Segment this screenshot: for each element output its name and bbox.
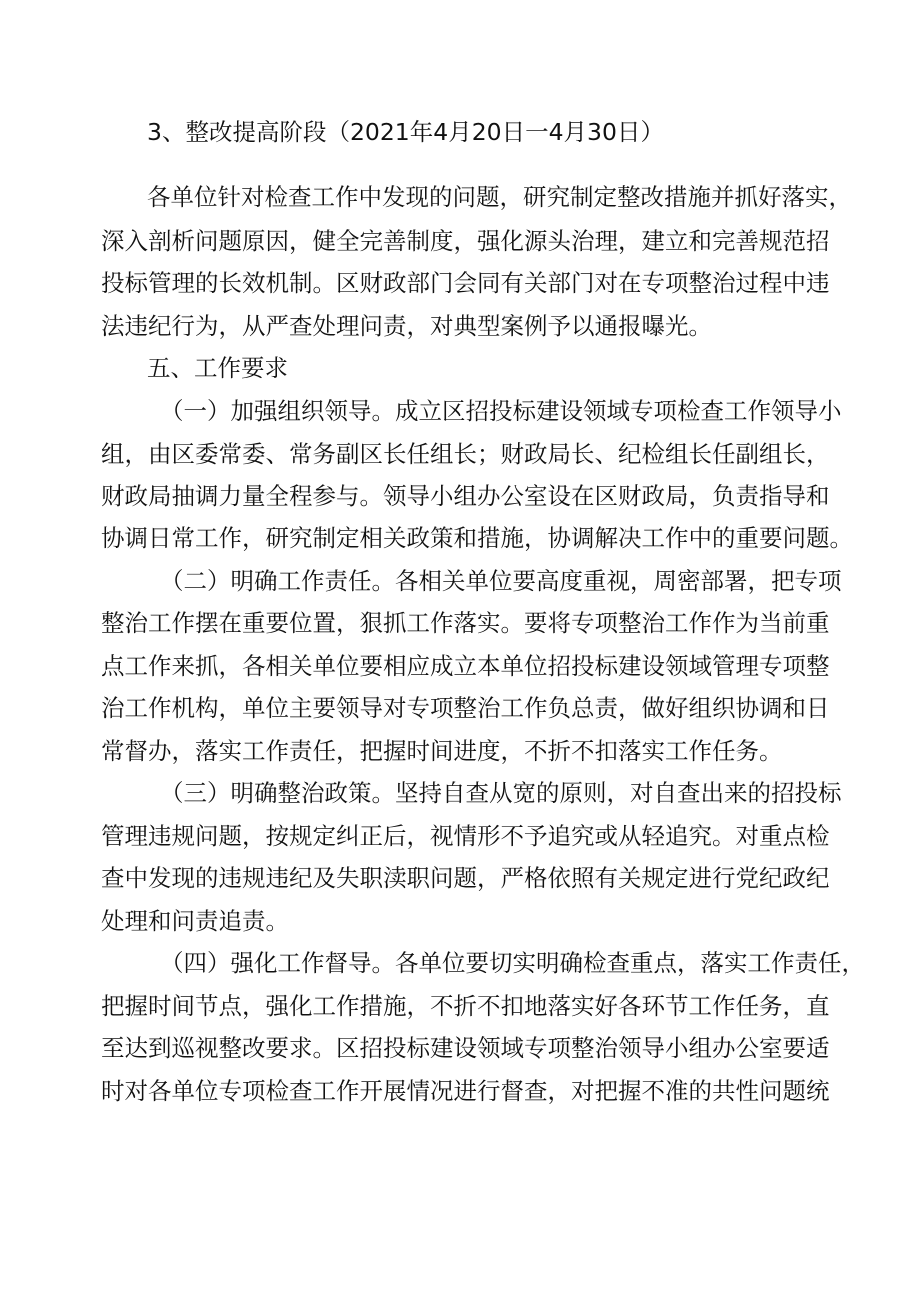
- item2-line: （二）明确工作责任。各相关单位要高度重视，周密部署，把专项: [160, 567, 842, 595]
- item2-line: 治工作机构，单位主要领导对专项整治工作负总责，做好组织协调和日: [101, 694, 830, 722]
- item2-line: 整治工作摆在重要位置，狠抓工作落实。要将专项整治工作作为当前重: [101, 609, 830, 637]
- item4-line: 把握时间节点，强化工作措施，不折不扣地落实好各环节工作任务，直: [101, 992, 830, 1020]
- stage3-paragraph-line: 各单位针对检查工作中发现的问题，研究制定整改措施并抓好落实，: [147, 183, 852, 211]
- item2-line: 常督办，落实工作责任，把握时间进度，不折不扣落实工作任务。: [101, 737, 783, 765]
- item3-line: （三）明确整治政策。坚持自查从宽的原则，对自查出来的招投标: [160, 779, 842, 807]
- item4-line: （四）强化工作督导。各单位要切实明确检查重点，落实工作责任，: [160, 949, 865, 977]
- item3-line: 处理和问责追责。: [101, 907, 289, 935]
- stage3-paragraph-line: 投标管理的长效机制。区财政部门会同有关部门对在专项整治过程中违: [101, 269, 830, 297]
- stage3-paragraph-line: 法违纪行为，从严查处理问责，对典型案例予以通报曝光。: [101, 312, 712, 340]
- item4-line: 时对各单位专项检查工作开展情况进行督查，对把握不准的共性问题统: [101, 1077, 830, 1105]
- item3-line: 查中发现的违规违纪及失职渎职问题，严格依照有关规定进行党纪政纪: [101, 864, 830, 892]
- stage3-heading: 3、整改提高阶段（2021年4月20日一4月30日）: [147, 118, 664, 146]
- item1-line: （一）加强组织领导。成立区招投标建设领域专项检查工作领导小: [160, 397, 842, 425]
- section5-title: 五、工作要求: [147, 354, 288, 382]
- item3-line: 管理违规问题，按规定纠正后，视情形不予追究或从轻追究。对重点检: [101, 822, 830, 850]
- item1-line: 协调日常工作，研究制定相关政策和措施，协调解决工作中的重要问题。: [101, 524, 853, 552]
- item1-line: 财政局抽调力量全程参与。领导小组办公室设在区财政局，负责指导和: [101, 482, 830, 510]
- stage3-paragraph-line: 深入剖析问题原因，健全完善制度，强化源头治理，建立和完善规范招: [101, 227, 830, 255]
- item2-line: 点工作来抓，各相关单位要相应成立本单位招投标建设领域管理专项整: [101, 652, 830, 680]
- item1-line: 组，由区委常委、常务副区长任组长；财政局长、纪检组长任副组长，: [101, 440, 830, 468]
- item4-line: 至达到巡视整改要求。区招投标建设领域专项整治领导小组办公室要适: [101, 1034, 830, 1062]
